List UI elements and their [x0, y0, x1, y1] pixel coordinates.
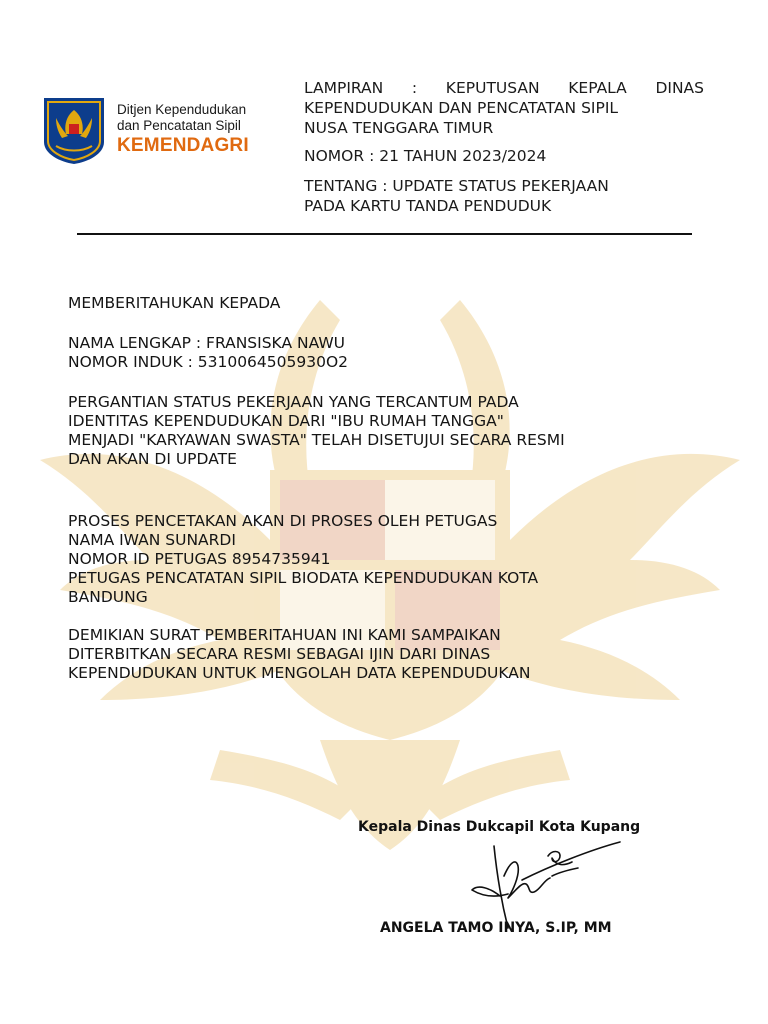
paragraph-line: NAMA IWAN SUNARDI — [68, 531, 236, 549]
logo-text — [117, 102, 249, 157]
logo-line2: dan Pencatatan Sipil — [117, 118, 241, 133]
paragraph-line: PERGANTIAN STATUS PEKERJAAN YANG TERCANTUM PADA — [68, 393, 519, 411]
paragraph-line: DAN AKAN DI UPDATE — [68, 450, 237, 468]
header-nomor: NOMOR : 21 TAHUN 2023/2024 — [304, 147, 547, 165]
lampiran-line: NUSA TENGGARA TIMUR — [304, 119, 494, 137]
paragraph-line: NOMOR ID PETUGAS 8954735941 — [68, 550, 331, 568]
paragraph-line: KEPENDUDUKAN UNTUK MENGOLAH DATA KEPENDUDUKAN — [68, 664, 531, 682]
paragraph-line: DITERBITKAN SECARA RESMI SEBAGAI IJIN DARI DINAS — [68, 645, 491, 663]
lampiran-line: LAMPIRAN : KEPUTUSAN KEPALA DINAS — [304, 79, 704, 97]
signature-title: Kepala Dinas Dukcapil Kota Kupang — [358, 819, 641, 835]
paragraph-line: BANDUNG — [68, 588, 148, 606]
paragraph-line: MENJADI "KARYAWAN SWASTA" TELAH DISETUJUI SECARA RESMI — [68, 431, 565, 449]
paragraph-closing — [68, 626, 728, 683]
paragraph-line: PROSES PENCETAKAN AKAN DI PROSES OLEH PETUGAS — [68, 512, 498, 530]
kemendagri-emblem-icon — [42, 96, 106, 166]
signature-name: ANGELA TAMO INYA, S.IP, MM — [380, 920, 612, 936]
greeting — [68, 294, 728, 313]
tentang-line: PADA KARTU TANDA PENDUDUK — [304, 197, 552, 215]
paragraph-line: IDENTITAS KEPENDUDUKAN DARI "IBU RUMAH TANGGA" — [68, 412, 504, 430]
recipient-id: NOMOR INDUK : 5310064505930O2 — [68, 353, 349, 371]
paragraph-status-change — [68, 393, 728, 469]
recipient-name: NAMA LENGKAP : FRANSISKA NAWU — [68, 334, 346, 352]
header-lampiran — [304, 78, 704, 138]
header-tentang — [304, 176, 704, 216]
handwritten-signature — [460, 836, 630, 932]
logo-brand: KEMENDAGRI — [117, 135, 249, 156]
paragraph-line: DEMIKIAN SURAT PEMBERITAHUAN INI KAMI SAMPAIKAN — [68, 626, 501, 644]
logo-line1: Ditjen Kependudukan — [117, 102, 247, 117]
header-divider — [77, 233, 692, 235]
greeting-text: MEMBERITAHUKAN KEPADA — [68, 294, 281, 312]
tentang-line: TENTANG : UPDATE STATUS PEKERJAAN — [304, 177, 609, 195]
lampiran-line: KEPENDUDUKAN DAN PENCATATAN SIPIL — [304, 99, 619, 117]
paragraph-officer — [68, 512, 728, 607]
recipient-block — [68, 334, 728, 372]
paragraph-line: PETUGAS PENCATATAN SIPIL BIODATA KEPENDUDUKAN KOTA — [68, 569, 539, 587]
